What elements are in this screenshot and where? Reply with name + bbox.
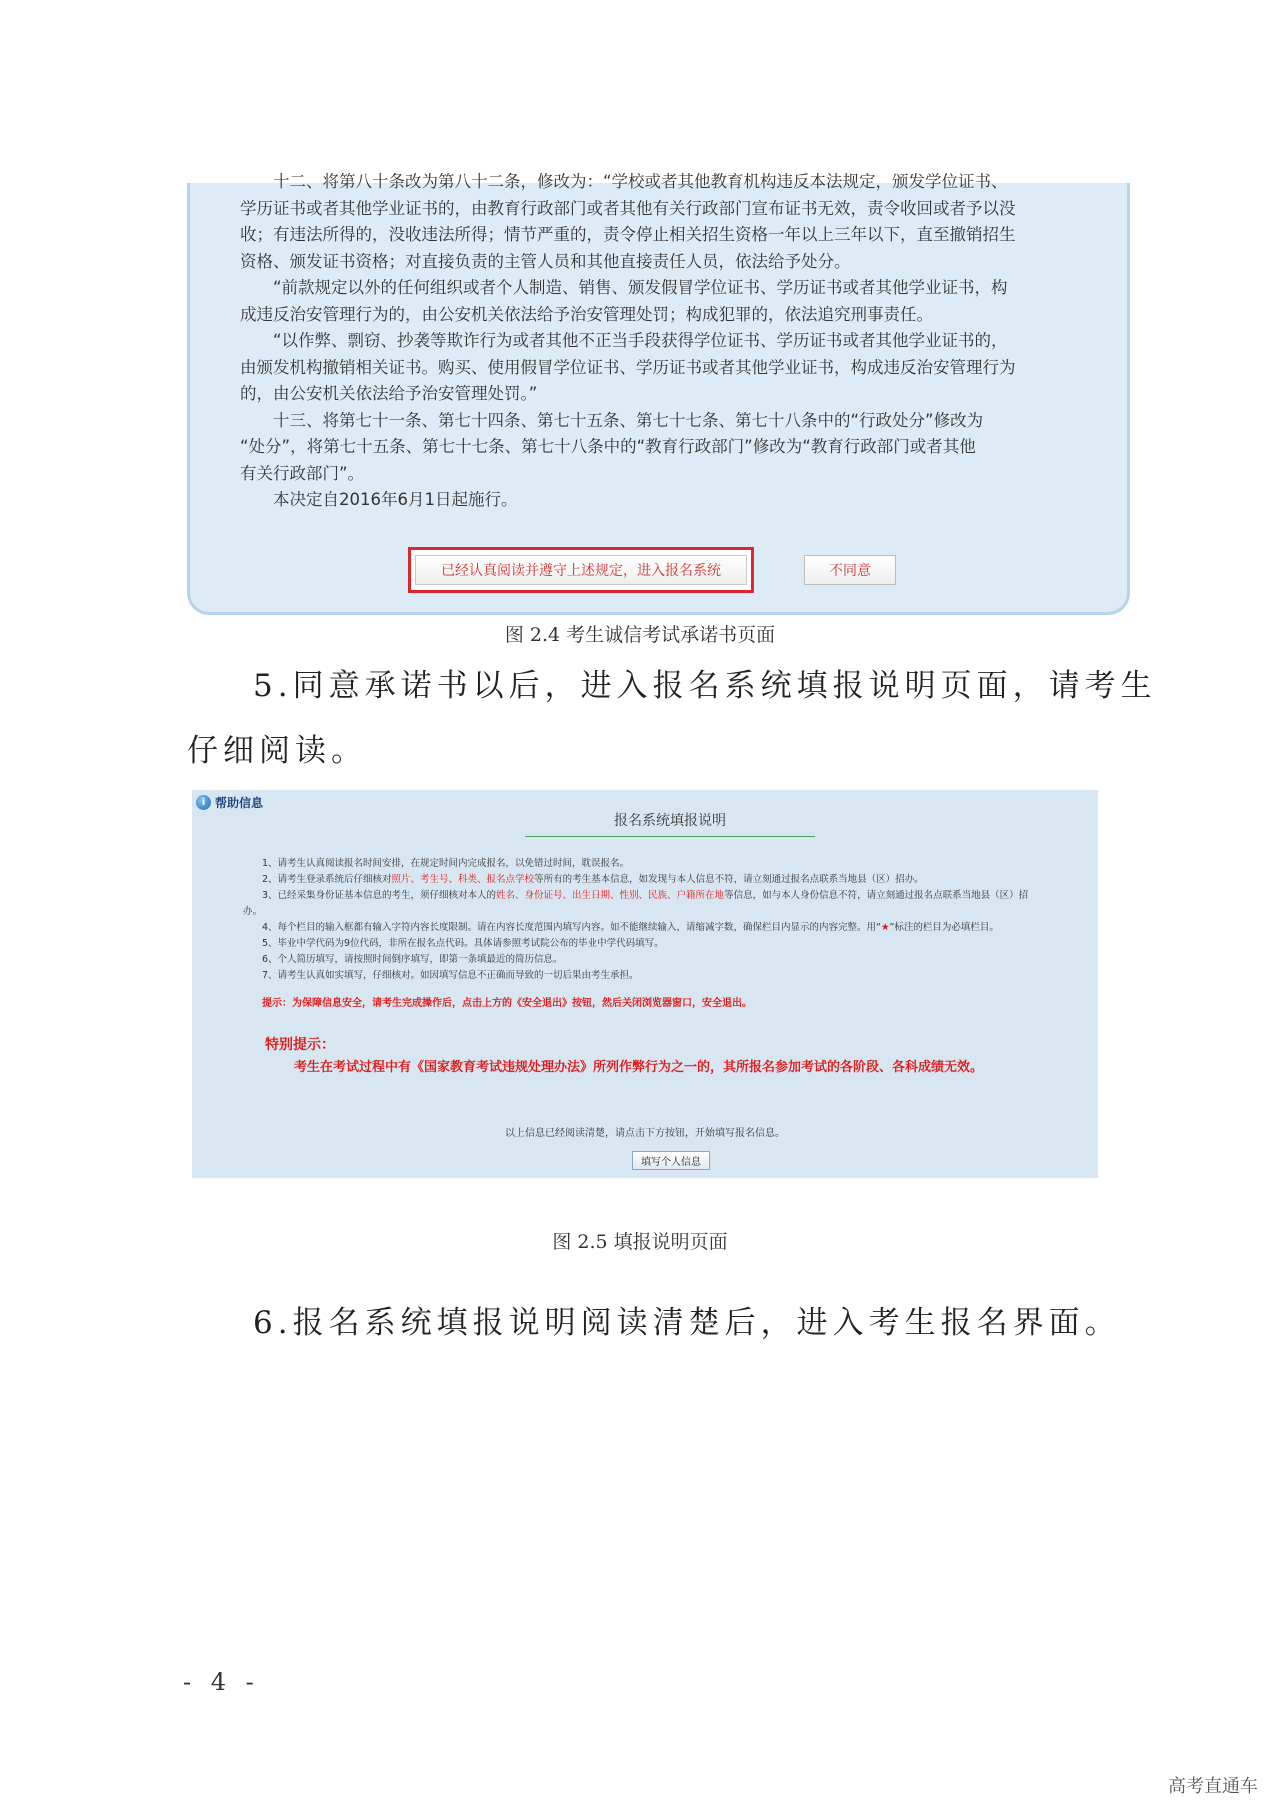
- instruction-item: 3、已经采集身份证基本信息的考生，须仔细核对本人的姓名、身份证号、出生日期、性别、民族、户籍所在地等信息，如与本人身份信息不符，请立刻通过报名点联系当地县（区）招: [262, 890, 1029, 901]
- instruction-item-wrap: 办。: [243, 906, 263, 917]
- fill-personal-info-button[interactable]: 填写个人信息: [632, 1151, 710, 1170]
- figure-caption-2-5: 图 2.5 填报说明页面: [552, 1231, 728, 1253]
- instruction-list: [243, 856, 1092, 984]
- pledge-line: 十三、将第七十一条、第七十四条、第七十五条、第七十七条、第七十八条中的“行政处分”修改为: [273, 410, 984, 430]
- paragraph-5-line-2: 仔细阅读。: [187, 733, 367, 769]
- help-header: [196, 794, 263, 811]
- watermark: 高考直通车: [1168, 1776, 1258, 1797]
- instruction-item: 2、请考生登录系统后仔细核对照片、考生号、科类、报名点学校等所有的考生基本信息，如发现与本人信息不符，请立刻通过报名点联系当地县（区）招办。: [262, 874, 924, 885]
- info-globe-icon: i: [196, 795, 211, 810]
- pledge-line: 由颁发机构撤销相关证书。购买、使用假冒学位证书、学历证书或者其他学业证书，构成违反治安管理行为: [240, 357, 1016, 377]
- instruction-item: 1、请考生认真阅读报名时间安排，在规定时间内完成报名，以免错过时间，耽误报名。: [262, 858, 630, 869]
- pledge-text: [240, 172, 1070, 514]
- pledge-line: 成违反治安管理行为的，由公安机关依法给予治安管理处罚；构成犯罪的，依法追究刑事责任。: [240, 304, 933, 324]
- instructions-title: 报名系统填报说明: [525, 810, 815, 837]
- pledge-line: 十二、将第八十条改为第八十二条，修改为：“学校或者其他教育机构违反本法规定，颁发学位证书、: [273, 172, 1008, 191]
- pledge-line: 学历证书或者其他学业证书的，由教育行政部门或者其他有关行政部门宣布证书无效，责令收回或者予以没: [240, 198, 1016, 218]
- pledge-line: “以作弊、剽窃、抄袭等欺诈行为或者其他不正当手段获得学位证书、学历证书或者其他学业证书的，: [273, 331, 1008, 350]
- security-tip: 提示：为保障信息安全，请考生完成操作后，点击上方的《安全退出》按钮，然后关闭浏览器窗口，安全退出。: [262, 998, 752, 1009]
- instruction-item: 5、毕业中学代码为9位代码，非所在报名点代码。具体请参照考试院公布的毕业中学代码填写。: [262, 938, 664, 949]
- pledge-line: “前款规定以外的任何组织或者个人制造、销售、颁发假冒学位证书、学历证书或者其他学业证书，构: [273, 278, 1008, 297]
- pledge-line: 有关行政部门”。: [240, 463, 365, 483]
- instruction-item: 7、请考生认真如实填写，仔细核对。如因填写信息不正确而导致的一切后果由考生承担。: [262, 970, 639, 981]
- agree-button[interactable]: 已经认真阅读并遵守上述规定，进入报名系统: [415, 555, 747, 585]
- read-confirmation-text: 以上信息已经阅读清楚，请点击下方按钮，开始填写报名信息。: [505, 1128, 785, 1139]
- instruction-item: 4、每个栏目的输入框都有输入字符内容长度限制。请在内容长度范围内填写内容。如不能继续输入，请缩减字数，确保栏目内显示的内容完整。用“★”标注的栏目为必填栏目。: [262, 922, 999, 933]
- required-star-icon: ★: [880, 922, 890, 933]
- figure-caption-2-4: 图 2.4 考生诚信考试承诺书页面: [504, 624, 776, 646]
- disagree-button[interactable]: 不同意: [804, 555, 896, 585]
- pledge-line: 的，由公安机关依法给予治安管理处罚。”: [240, 384, 538, 403]
- paragraph-5-line-1: 5.同意承诺书以后，进入报名系统填报说明页面，请考生: [253, 668, 1157, 704]
- pledge-line: 本决定自2016年6月1日起施行。: [273, 490, 518, 509]
- paragraph-6: 6.报名系统填报说明阅读清楚后，进入考生报名界面。: [253, 1305, 1121, 1341]
- special-notice-title: 特别提示：: [265, 1037, 335, 1053]
- pledge-screenshot: [187, 172, 1130, 615]
- agree-button-highlight[interactable]: [408, 547, 754, 593]
- pledge-line: 收；有违法所得的，没收违法所得；情节严重的，责令停止相关招生资格一年以上三年以下，直至撤销招生: [240, 225, 1016, 244]
- instructions-screenshot: [192, 790, 1098, 1178]
- instruction-item: 6、个人简历填写，请按照时间倒序填写，即第一条填最近的简历信息。: [262, 954, 563, 965]
- pledge-line: 资格、颁发证书资格；对直接负责的主管人员和其他直接责任人员，依法给予处分。: [240, 251, 851, 271]
- pledge-line: “处分”，将第七十五条、第七十七条、第七十八条中的“教育行政部门”修改为“教育行政部门或者其他: [240, 437, 976, 456]
- page-number: - 4 -: [183, 1668, 260, 1696]
- help-label: 帮助信息: [215, 796, 264, 810]
- special-notice-body: 考生在考试过程中有《国家教育考试违规处理办法》所列作弊行为之一的，其所报名参加考试的各阶段、各科成绩无效。: [294, 1060, 984, 1075]
